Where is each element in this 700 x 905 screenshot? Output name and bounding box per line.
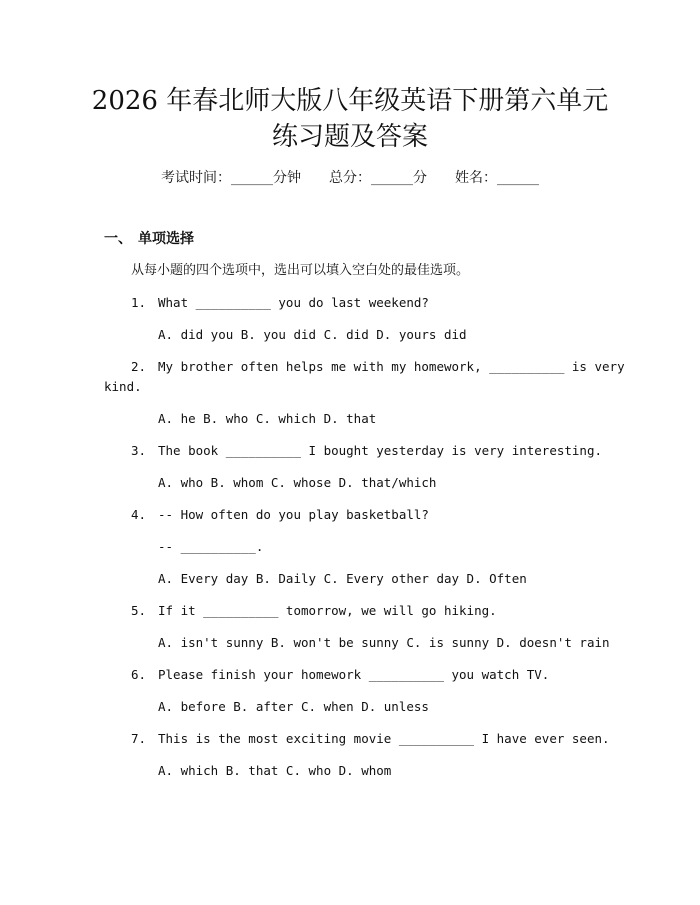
section-instruction: 从每小题的四个选项中，选出可以填入空白处的最佳选项。 [131,263,470,278]
question-text: -- How often do you play basketball? [158,507,429,522]
title-line-2: 练习题及答案 [271,122,428,152]
question-4-answer-line: -- __________. [158,539,264,554]
question-number: 6. [130,667,146,682]
question-number: 5. [130,603,146,618]
question-text: My brother often helps me with my homework, __________ is very [158,359,625,374]
question-7-options: A. which B. that C. who D. whom [158,763,392,778]
question-5-options: A. isn't sunny B. won't be sunny C. is sunny D. doesn't rain [158,635,610,650]
question-6-options: A. before B. after C. when D. unless [158,699,429,714]
exam-time: 考试时间：______分钟 [161,170,301,186]
question-number: 7. [130,731,146,746]
question-number: 1. [130,295,146,310]
title-line-1: 2026 年春北师大版八年级英语下册第六单元 [91,86,609,116]
question-number: 2. [130,359,146,374]
question-number: 4. [130,507,146,522]
question-4-options: A. Every day B. Daily C. Every other day D. Often [158,571,527,586]
question-text: If it __________ tomorrow, we will go hiking. [158,603,497,618]
question-2-options: A. he B. who C. which D. that [158,411,377,426]
question-text: The book __________ I bought yesterday is very interesting. [158,443,603,458]
question-2-continuation: kind. [104,379,142,394]
section-number: 一、 [104,231,132,247]
question-number: 3. [130,443,146,458]
question-text: What __________ you do last weekend? [158,295,429,310]
exam-meta [0,168,700,188]
question-1-options: A. did you B. you did C. did D. yours did [158,327,467,342]
question-3-options: A. who B. whom C. whose D. that/which [158,475,437,490]
question-text: Please finish your homework __________ you watch TV. [158,667,550,682]
question-text: This is the most exciting movie __________ I have ever seen. [158,731,610,746]
exam-score: 总分：______分 [329,170,427,186]
section-title: 单项选择 [138,231,194,247]
section-heading [104,229,194,249]
exam-name: 姓名：______ [455,170,539,186]
